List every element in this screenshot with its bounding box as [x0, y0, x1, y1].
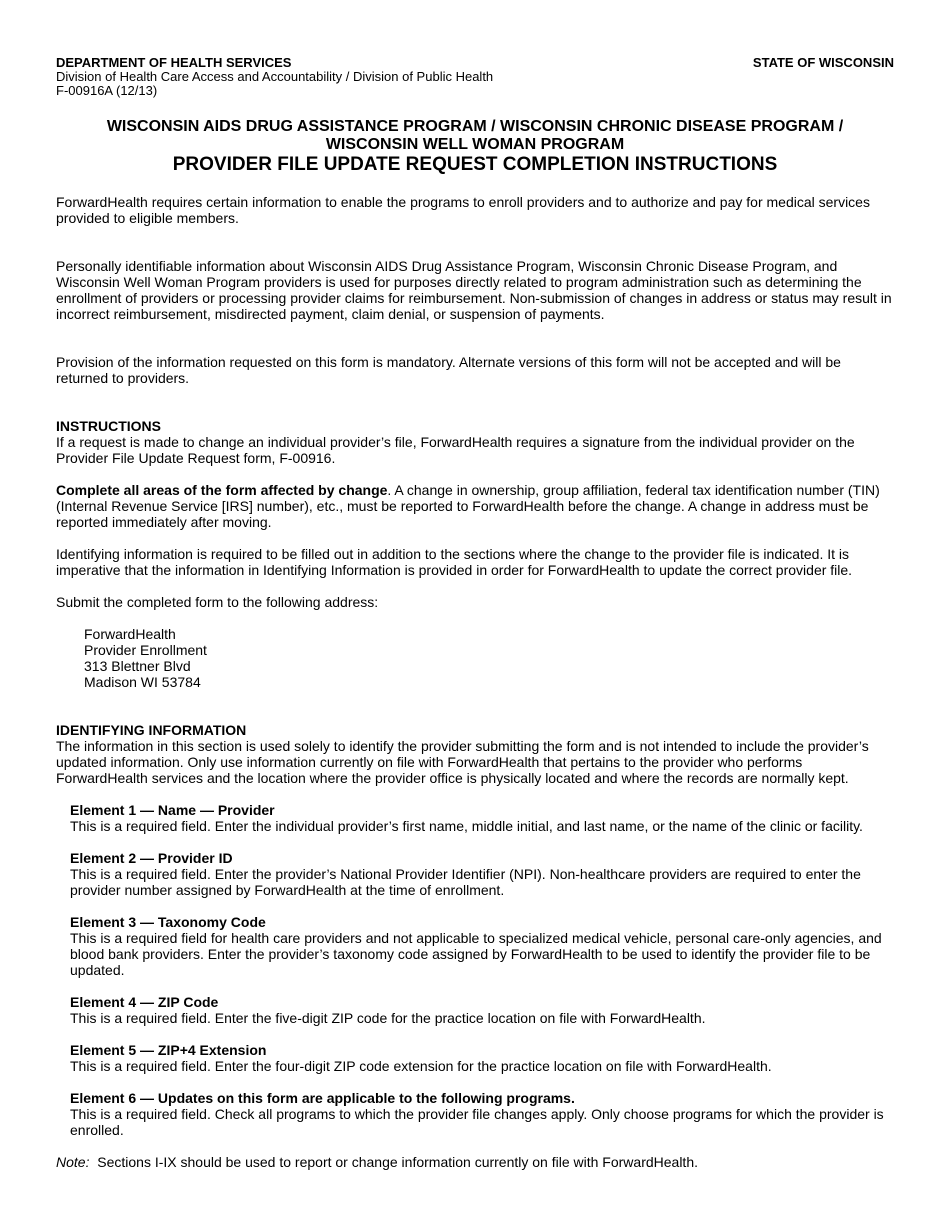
element-2: [70, 850, 894, 898]
instructions-paragraph-2-text: . A change in ownership, group affiliation, federal tax identification number (TIN) (Internal Revenue Service [IRS] number), etc., must be reported to ForwardHealth before the change. A change in address must be reported immediately after moving.: [56, 482, 880, 530]
element-text: This is a required field. Enter the individual provider’s first name, middle initial, and last name, or the name of the clinic or facility.: [70, 818, 863, 834]
intro-paragraph-3: Provision of the information requested on this form is mandatory. Alternate versions of this form will not be accepted and will be returned to providers.: [56, 354, 841, 386]
address-line: Provider Enrollment: [84, 642, 207, 658]
identifying-heading: IDENTIFYING INFORMATION: [56, 722, 247, 738]
element-title: Element 4 — ZIP Code: [70, 994, 219, 1010]
instructions-paragraph-1: If a request is made to change an individual provider’s file, ForwardHealth requires a signature from the individual provider on the Provider File Update Request form, F-00916.: [56, 434, 855, 466]
division-line: Division of Health Care Access and Accountability / Division of Public Health: [56, 69, 494, 84]
instructions-paragraph-2: [56, 482, 894, 530]
address-line: Madison WI 53784: [84, 674, 201, 690]
element-5: [70, 1042, 894, 1074]
department-name: DEPARTMENT OF HEALTH SERVICES: [56, 55, 292, 70]
document-header: [56, 56, 894, 70]
mailing-address: [84, 626, 894, 690]
document-title: PROVIDER FILE UPDATE REQUEST COMPLETION INSTRUCTIONS: [172, 154, 778, 175]
title-block: [56, 118, 894, 176]
instructions-paragraph-4: Submit the completed form to the following address:: [56, 594, 379, 610]
note-label: Note:: [56, 1154, 90, 1170]
state-name: STATE OF WISCONSIN: [752, 55, 894, 70]
instructions-paragraph-3: Identifying information is required to be filled out in addition to the sections where the change to the provider file is indicated. It is imperative that the information in Identifying Information is provided in order for ForwardHealth to update the correct provider file.: [56, 546, 853, 578]
element-text: This is a required field. Enter the five-digit ZIP code for the practice location on file with ForwardHealth.: [70, 1010, 706, 1026]
title-programs-line2: WISCONSIN WELL WOMAN PROGRAM: [325, 136, 625, 153]
element-title: Element 1 — Name — Provider: [70, 802, 275, 818]
title-programs-line1: WISCONSIN AIDS DRUG ASSISTANCE PROGRAM / WISCONSIN CHRONIC DISEASE PROGRAM /: [106, 118, 844, 135]
element-title: Element 5 — ZIP+4 Extension: [70, 1042, 267, 1058]
element-1: [70, 802, 894, 834]
element-text: This is a required field. Enter the provider’s National Provider Identifier (NPI). Non-healthcare providers are required to enter the provider number assigned by ForwardHealth at the time of enrollment.: [70, 866, 861, 898]
element-title: Element 2 — Provider ID: [70, 850, 233, 866]
intro-paragraph-2: Personally identifiable information about Wisconsin AIDS Drug Assistance Program, Wisconsin Chronic Disease Program, and Wisconsin Well Woman Program providers is used for purposes directly related to program administration such as determining the enrollment of providers or processing provider claims for reimbursement. Non-submission of changes in address or status may result in incorrect reimbursement, misdirected payment, claim denial, or suspension of payments.: [56, 258, 892, 322]
element-text: This is a required field. Check all programs to which the provider file changes apply. Only choose programs for which the provider is enrolled.: [70, 1106, 884, 1138]
intro-paragraph-1: ForwardHealth requires certain information to enable the programs to enroll providers and to authorize and pay for medical services provided to eligible members.: [56, 194, 870, 226]
note-text: Sections I-IX should be used to report or change information currently on file with ForwardHealth.: [97, 1154, 698, 1170]
address-line: 313 Blettner Blvd: [84, 658, 191, 674]
identifying-paragraph: The information in this section is used solely to identify the provider submitting the form and is not intended to include the provider’s updated information. Only use information currently on file with ForwardHealth that pertains to the provider who performs ForwardHealth services and the location where the provider office is physically located and where the records are normally kept.: [56, 738, 869, 786]
instructions-heading: INSTRUCTIONS: [56, 418, 161, 434]
element-text: This is a required field for health care providers and not applicable to specialized medical vehicle, personal care-only agencies, and blood bank providers. Enter the provider’s taxonomy code assigned by ForwardHealth to be used to identify the provider file to be updated.: [70, 930, 882, 978]
element-4: [70, 994, 894, 1026]
instructions-emphasis: Complete all areas of the form affected by change: [56, 482, 388, 498]
element-3: [70, 914, 894, 978]
address-line: ForwardHealth: [84, 626, 176, 642]
element-6: [70, 1090, 894, 1138]
element-title: Element 6 — Updates on this form are applicable to the following programs.: [70, 1090, 575, 1106]
note: [56, 1154, 894, 1170]
form-number: F-00916A (12/13): [56, 83, 158, 98]
element-title: Element 3 — Taxonomy Code: [70, 914, 266, 930]
element-text: This is a required field. Enter the four-digit ZIP code extension for the practice location on file with ForwardHealth.: [70, 1058, 772, 1074]
